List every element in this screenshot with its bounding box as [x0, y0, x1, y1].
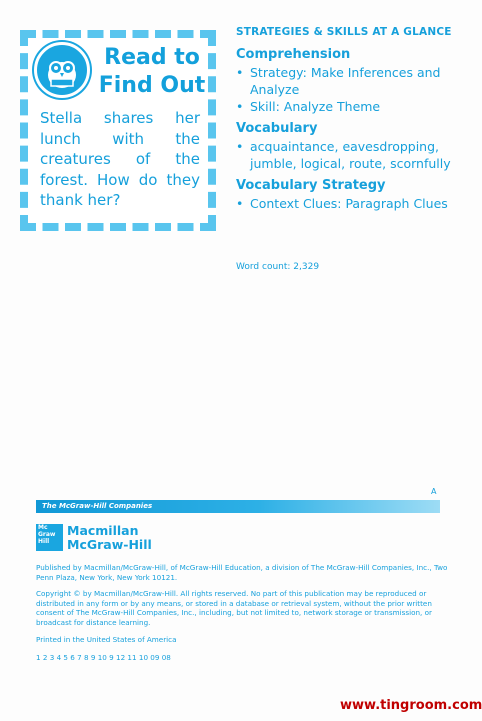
- watermark-text: www.tingroom.com: [340, 698, 482, 713]
- comprehension-item: • Strategy: Make Inferences and Analyze: [236, 64, 466, 98]
- published-by-text: Published by Macmillan/McGraw-Hill, of McGraw-Hill Education, a division of The McGraw-Hill Companies, Inc., Two Penn Plaza, New York, New York 10121.: [36, 563, 448, 582]
- copyright-text: Copyright © by Macmillan/McGraw-Hill. All rights reserved. No part of this publication may be reproduced or distributed in any form or by any means, or stored in a database or retrieval system, without the prior written consent of The McGraw-Hill Companies, Inc., including, but not limited to, network storage or transmission, or broadcast for distance learning.: [36, 589, 432, 627]
- edition-letter: A: [431, 487, 437, 496]
- vocabulary-item: • acquaintance, eavesdropping, jumble, logical, route, scornfully: [236, 138, 466, 172]
- read-to-find-out-text: Stella shares her lunch with the creatures of the forest. How do they thank her?: [40, 109, 200, 209]
- read-to-find-out-box: [20, 30, 216, 231]
- printing-numbers: 1 2 3 4 5 6 7 8 9 10 9 12 11 10 09 08: [36, 653, 171, 662]
- title-line-2: Find Out: [98, 73, 206, 98]
- read-to-find-out-title: [92, 44, 212, 100]
- mcgraw-hill-logo-icon: [36, 524, 63, 551]
- strategies-heading: STRATEGIES & SKILLS AT A GLANCE: [236, 26, 452, 38]
- strategies-panel: [236, 26, 466, 212]
- vocabulary-strategy-title: Vocabulary Strategy: [236, 178, 386, 193]
- publisher-band: [36, 500, 440, 513]
- comprehension-item: • Skill: Analyze Theme: [236, 98, 466, 115]
- vocabulary-title: Vocabulary: [236, 121, 318, 136]
- logo-line-1: Macmillan: [67, 523, 139, 538]
- logo-line-2: McGraw-Hill: [67, 536, 152, 552]
- logo-mark-line: Graw: [38, 531, 56, 538]
- logo-mark-line: Mc: [38, 524, 48, 531]
- owl-reading-icon: [34, 42, 90, 98]
- title-line-1: Read to: [104, 45, 200, 70]
- publisher-logo-text: [67, 524, 152, 551]
- vocabulary-strategy-item: • Context Clues: Paragraph Clues: [236, 195, 466, 212]
- printed-in-text: Printed in the United States of America: [36, 635, 177, 644]
- comprehension-title: Comprehension: [236, 47, 351, 62]
- logo-mark-line: Hill: [38, 538, 50, 545]
- word-count: Word count: 2,329: [236, 262, 320, 272]
- publisher-band-label: The McGraw-Hill Companies: [42, 502, 153, 510]
